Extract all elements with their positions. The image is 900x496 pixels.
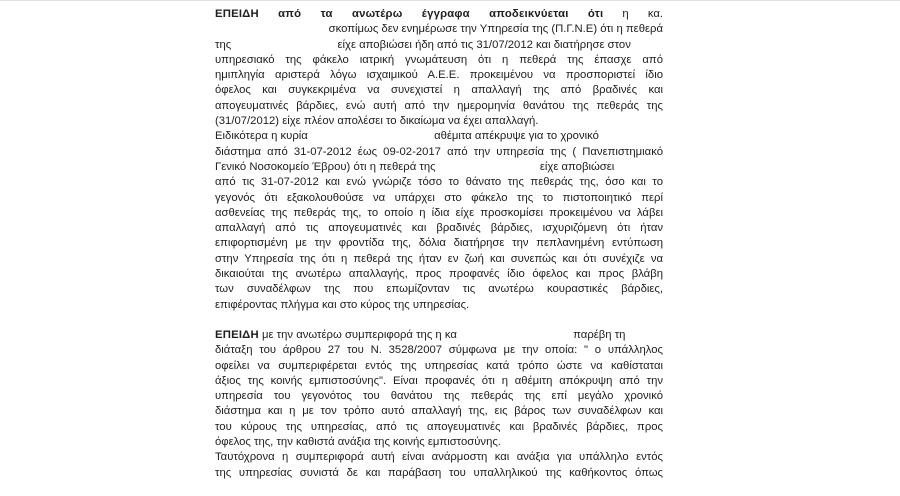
redacted-name bbox=[439, 160, 537, 170]
text-fragment: σκοπίμως δεν ενημέρωσε την Υπηρεσία της (Π.Γ.Ν.Ε) ότι η πεθερά bbox=[328, 23, 663, 36]
text-line: άξιος της κοινής εμπιστοσύνης". Είναι προφανές ότι η αθέμιτη απόκρυψη από την bbox=[215, 374, 663, 387]
text-line: υπηρεσιακό της φάκελο ιατρική γνωμάτευση ότι η πεθερά της έπασχε από bbox=[215, 53, 663, 66]
text-line: από τις 31-07-2012 και ενώ γνώριζε τόσο το θάνατο της πεθεράς της, όσο και το bbox=[215, 176, 663, 189]
redacted-name bbox=[253, 22, 325, 32]
redacted-name bbox=[234, 38, 334, 48]
text-line: όφελος και συγκεκριμένα να συνεχιστεί η απαλλαγή της από βραδινές και bbox=[215, 84, 663, 97]
redacted-name bbox=[460, 328, 570, 338]
text-fragment: με την ανωτέρω συμπεριφορά της η κα bbox=[262, 328, 457, 341]
text-line: επιφορτισμένη με την φροντίδα της, δόλια διατήρησε την πεπλανημένη εντύπωση bbox=[215, 237, 663, 250]
text-fragment: είχε αποβιώσει ήδη από τις 31/07/2012 και διατήρησε στον bbox=[337, 38, 631, 51]
paragraph-3 bbox=[215, 328, 663, 450]
text-line: του κύρους της υπηρεσίας, από τις απογευματινές και βραδινές βάρδιες, προς bbox=[215, 420, 663, 433]
text-line: ημιπληγία αριστερά λόγω ισχαιμικού Α.Ε.Ε. προκειμένου να προσποριστεί ίδιο bbox=[215, 69, 663, 82]
text-fragment: της bbox=[215, 38, 232, 51]
text-fragment: παρέβη τη bbox=[573, 328, 626, 341]
paragraph-gap bbox=[215, 313, 663, 328]
text-line: των συναδέλφων της που επωμίζονταν τις ανωτέρω κουραστικές βάρδιες, bbox=[215, 283, 663, 296]
text-line: γεγονός ότι εξακολουθούσε να υπάρχει στο φάκελο της το πιστοποιητικό περί bbox=[215, 191, 663, 204]
paragraph-1-lead: ΕΠΕΙΔΗ από τα ανωτέρω έγγραφα αποδεικνύεται ότι bbox=[215, 8, 604, 20]
paragraph-3-lead: ΕΠΕΙΔΗ bbox=[215, 328, 259, 341]
paragraph-4 bbox=[215, 450, 663, 481]
text-line: απογευματινές βάρδιες, ενώ αυτή από την ημερομηνία θανάτου της πεθεράς της bbox=[215, 99, 663, 112]
text-line: της υπηρεσίας συνιστά δε και παράβαση του υπαλληλικού της καθήκοντος όπως bbox=[215, 466, 663, 479]
text-line: απαλλαγή από τις απογευματινές και βραδινές βάρδιες, ισχυριζόμενη ότι ήταν bbox=[215, 222, 663, 235]
text-line: οφείλει να συμπεριφέρεται εντός της υπηρεσίας κατά τρόπο ώστε να καθίσταται bbox=[215, 359, 663, 372]
text-line: (31/07/2012) είχε πλέον απολέσει το δικαίωμα να έχει απαλλαγή. bbox=[215, 115, 539, 128]
text-fragment: αθέμιτα απέκρυψε για το χρονικό bbox=[434, 130, 599, 143]
redacted-name bbox=[311, 129, 431, 139]
text-line: διάταξη του άρθρου 27 του Ν. 3528/2007 σύμφωνα με την οποία: " ο υπάλληλος bbox=[215, 344, 663, 357]
text-fragment: είχε αποβιώσει bbox=[539, 160, 615, 173]
text-fragment: Ειδικότερα η κυρία bbox=[215, 130, 308, 143]
paragraph-1 bbox=[215, 7, 663, 129]
text-line: δικαιούται της ανωτέρω απαλλαγής, προς προφανές ίδιο όφελος και προς βλάβη bbox=[215, 268, 663, 281]
document-page bbox=[215, 7, 663, 481]
text-line: διάστημα από 31-07-2012 έως 09-02-2017 από την υπηρεσία της ( Πανεπιστημιακό bbox=[215, 145, 663, 158]
paragraph-2 bbox=[215, 129, 663, 313]
text-fragment: Γενικό Νοσοκομείο Έβρου) ότι η πεθερά της bbox=[215, 160, 436, 173]
text-line: διάστημα και η με τον τρόπο αυτό απαλλαγή της, εις βάρος των συναδέλφων και bbox=[215, 405, 663, 418]
text-line: υπηρεσία του γεγονότος του θανάτου της πεθεράς της επί μεγάλο χρονικό bbox=[215, 390, 663, 403]
text-line: επιφέροντας πλήγμα και στο κύρος της υπηρεσίας. bbox=[215, 298, 470, 311]
text-line: στην Υπηρεσία της ότι η πεθερά της ήταν εν ζωή και συνεπώς και ότι συνέχιζε να bbox=[215, 252, 663, 265]
text-line: όφελος της, την καθιστά ανάξια της κοινής εμπιστοσύνης. bbox=[215, 436, 501, 449]
text-line: Ταυτόχρονα η συμπεριφορά αυτή είναι ανάρμοστη και ανάξια για υπάλληλο εντός bbox=[215, 451, 663, 464]
text-line: ασθενείας της πεθεράς της, το οποίο η ίδια είχε προσκομίσει προκειμένου να λάβει bbox=[215, 206, 663, 219]
text-fragment: η κα. bbox=[622, 8, 663, 20]
